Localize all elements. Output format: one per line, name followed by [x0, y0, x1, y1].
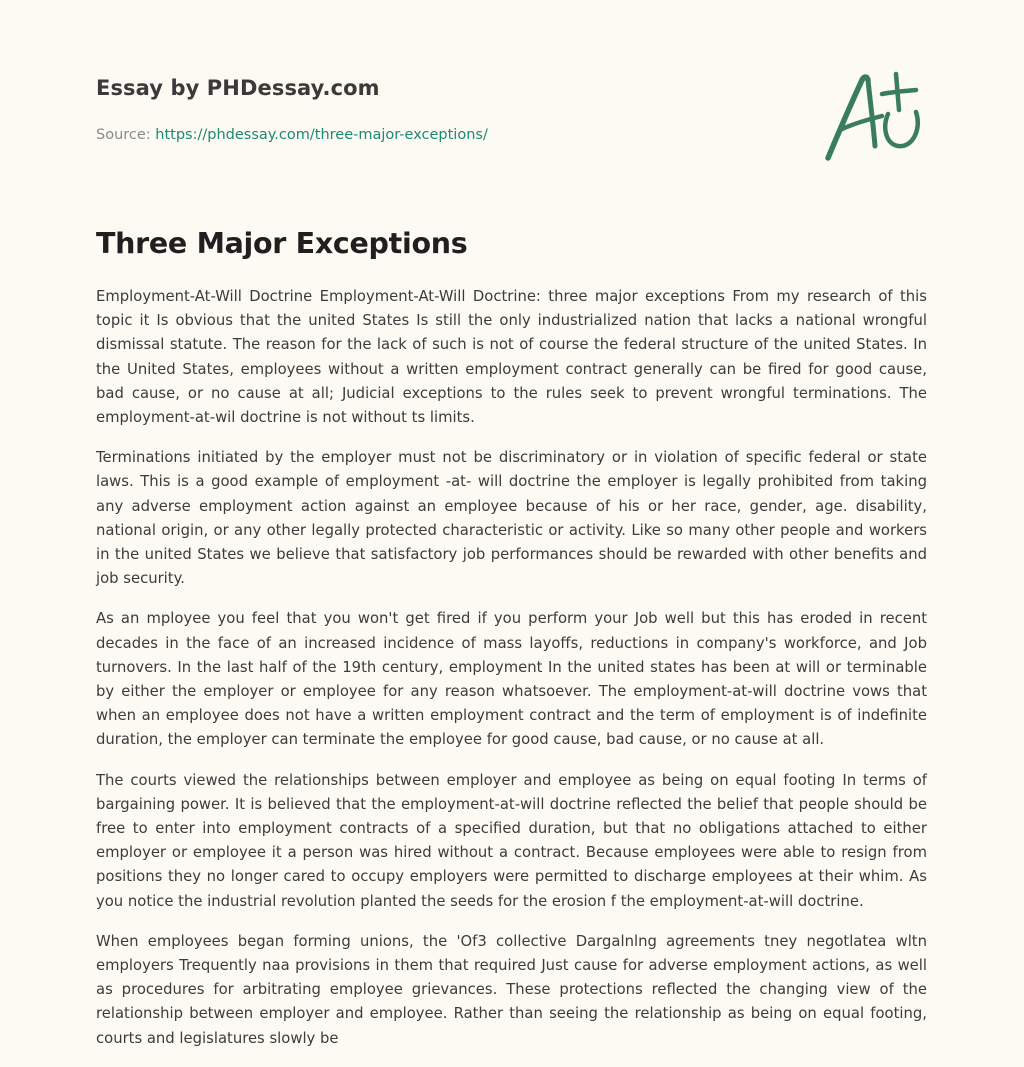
source-link[interactable]: https://phdessay.com/three-major-exceptions/ [155, 127, 488, 143]
page-header [96, 76, 488, 143]
paragraph: Terminations initiated by the employer must not be discriminatory or in violation of specific federal or state laws. This is a good example of employment -at- will doctrine the employer is legally prohibited from taking any adverse employment action against an employee because of his or her race, gender, age. disability, national origin, or any other legally protected characteristic or activity. Like so many other people and workers in the united States we believe that satisfactory job performances should be rewarded with other benefits and job security. [96, 449, 927, 588]
site-brand: Essay by PHDessay.com [96, 76, 380, 100]
paragraph: The courts viewed the relationships between employer and employee as being on equal footing In terms of bargaining power. It is believed that the employment-at-will doctrine reflected the belief that people should be free to enter into employment contracts of a specified duration, but that no obligations attached to either employer or employee it a person was hired without a contract. Because employees were able to resign from positions they no longer cared to occupy employers were permitted to discharge employees at their whim. As you notice the industrial revolution planted the seeds for the erosion f the employment-at-will doctrine. [96, 771, 927, 910]
paragraph: Employment-At-Will Doctrine Employment-At-Will Doctrine: three major exceptions From my research of this topic it Is obvious that the united States Is still the only industrialized nation that lacks a national wrongful dismissal statute. The reason for the lack of such is not of course the federal structure of the united States. In the United States, employees without a written employment contract generally can be fired for good cause, bad cause, or no cause at all; Judicial exceptions to the rules seek to prevent wrongful terminations. The employment-at-wil doctrine is not without ts limits. [96, 288, 927, 427]
essay-body [96, 285, 927, 1067]
source-line [96, 127, 488, 143]
paragraph: As an mployee you feel that you won't get fired if you perform your Job well but this has eroded in recent decades in the face of an increased incidence of mass layoffs, reductions in company's workforce, and Job turnovers. In the last half of the 19th century, employment In the united states has been at will or terminable by either the employer or employee for any reason whatsoever. The employment-at-will doctrine vows that when an employee does not have a written employment contract and the term of employment is of indefinite duration, the employer can terminate the employee for good cause, bad cause, or no cause at all. [96, 610, 927, 749]
source-label: Source: [96, 127, 156, 143]
essay-title: Three Major Exceptions [96, 227, 468, 260]
a-plus-icon [818, 66, 928, 166]
paragraph: When employees began forming unions, the 'Of3 collective Dargalnlng agreements tney negotlatea wltn employers Trequently naa provisions in them that required Just cause for adverse employment actions, as well as procedures for arbitrating employee grievances. These protections reflected the changing view of the relationship between employer and employee. Rather than seeing the relationship as being on equal footing, courts and legislatures slowly be [96, 932, 927, 1047]
